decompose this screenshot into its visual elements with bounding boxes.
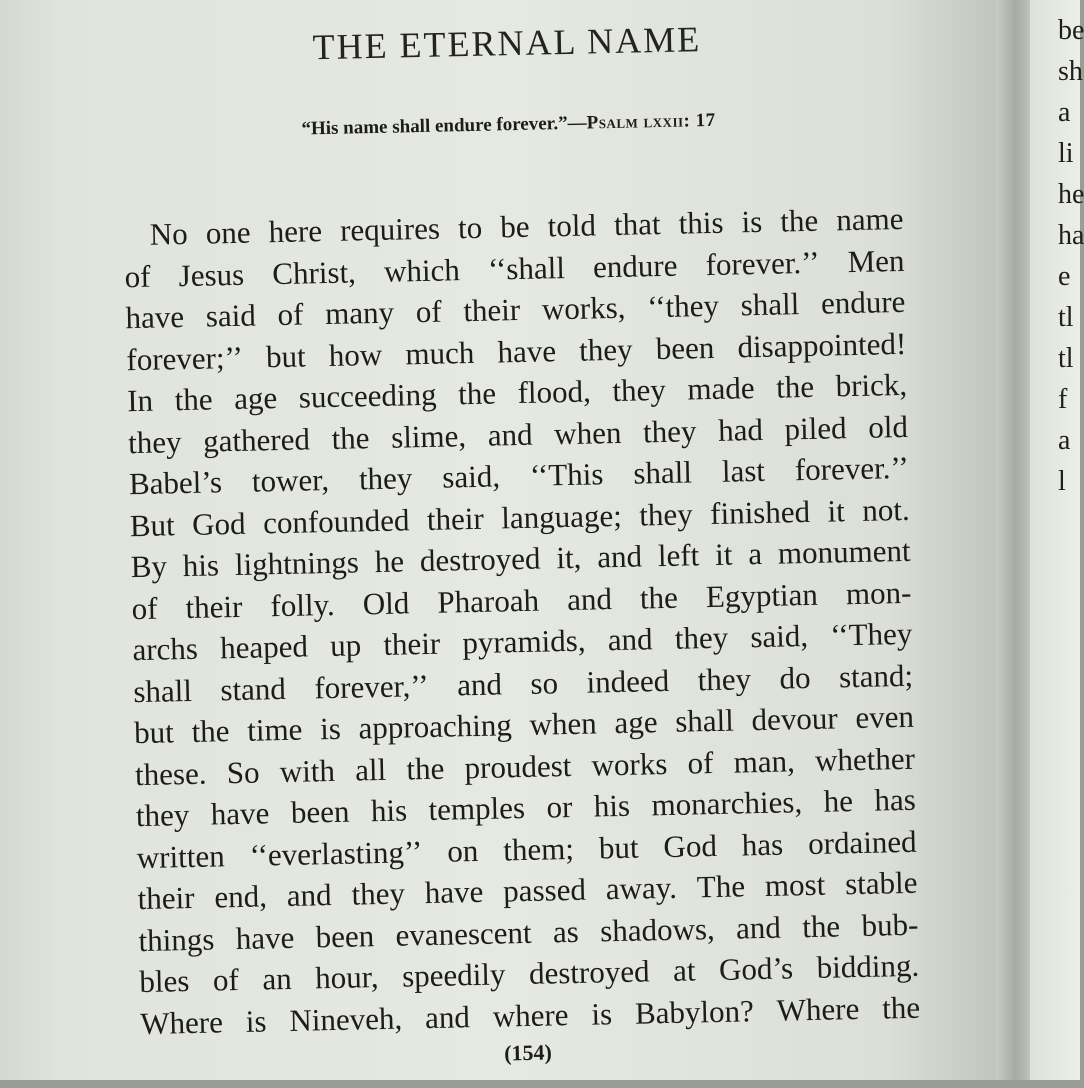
body-line: of Jesus Christ, which ‘‘shall endure forever.’’ Men <box>124 242 905 294</box>
body-line: written ‘‘everlasting’’ on them; but God has ordained <box>136 823 917 875</box>
body-line: archs heaped up their pyramids, and they said, ‘‘They <box>132 615 913 668</box>
right-page-fragment: a <box>1058 97 1071 128</box>
right-page-fragment: l <box>1058 466 1066 497</box>
body-line: In the age succeeding the flood, they made the brick, <box>126 366 908 419</box>
body-line: they have been his temples or his monarchies, he has <box>135 781 917 834</box>
body-line: but the time is approaching when age shall devour even <box>133 698 915 751</box>
right-page-fragment: tl <box>1058 302 1074 333</box>
body-line: Where is Nineveh, and where is Babylon? Where the <box>139 989 921 1041</box>
right-page-fragment: he <box>1058 179 1084 210</box>
right-page-fragment: e <box>1058 261 1071 292</box>
body-line: But God confounded their language; they finished it not. <box>129 491 911 543</box>
body-line: of their folly. Old Pharoah and the Egyptian mon- <box>131 574 912 626</box>
chapter-title: THE ETERNAL NAME <box>312 19 702 68</box>
body-line: things have been evanescent as shadows, and the bub- <box>138 906 919 958</box>
body-line: forever;’’ but how much have they been disappointed! <box>126 325 907 377</box>
right-page <box>1030 0 1084 1080</box>
body-line: Babel’s tower, they said, ‘‘This shall last forever.’’ <box>128 449 910 502</box>
right-page-fragment: f <box>1058 384 1068 415</box>
right-page-fragment: be <box>1058 15 1084 46</box>
body-line: these. So with all the proudest works of man, whether <box>134 740 916 792</box>
body-line: have said of many of their works, ‘‘they shall endure <box>125 283 906 336</box>
body-line: they gathered the slime, and when they had piled old <box>127 408 909 460</box>
right-page-fragment: li <box>1058 138 1074 169</box>
right-page-text-fragments <box>1058 10 1084 502</box>
body-line: shall stand forever,’’ and so indeed they do stand; <box>132 657 914 709</box>
right-page-fragment: ha <box>1058 220 1084 251</box>
epigraph-quote: “His name shall endure forever.”— <box>301 112 587 140</box>
right-page-fragment: tl <box>1058 343 1074 374</box>
page-number: (154) <box>503 1039 553 1066</box>
body-line: No one here requires to be told that this is the name <box>149 200 904 252</box>
body-line: their end, and they have passed away. The most stable <box>137 864 918 917</box>
epigraph <box>113 106 903 145</box>
body-text <box>123 198 920 1044</box>
body-line: bles of an hour, speedily destroyed at God’s bidding. <box>139 947 920 1000</box>
body-line: By his lightnings he destroyed it, and left it a monument <box>130 532 911 585</box>
right-page-fragment: sh <box>1058 56 1083 87</box>
right-page-fragment: a <box>1058 425 1071 456</box>
page-content <box>111 0 933 1088</box>
epigraph-reference: Psalm lxxii: 17 <box>586 109 716 134</box>
